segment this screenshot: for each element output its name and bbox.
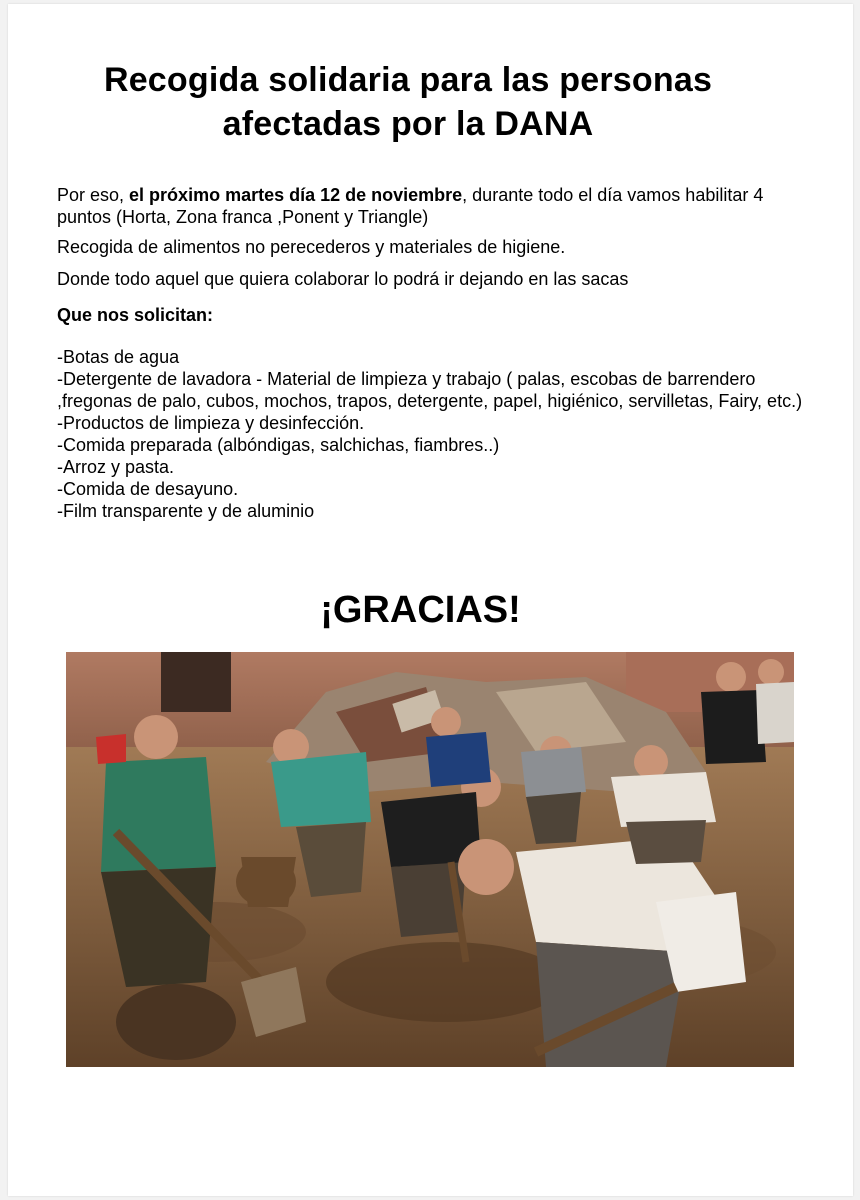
list-item: -Detergente de lavadora - Material de limpieza y trabajo ( palas, escobas de barrendero ,fregonas de palo, cubos, mochos, trapos, detergente, papel, higiénico, servilletas, Fairy, etc.) xyxy=(57,369,803,411)
list-item: -Botas de agua xyxy=(57,347,180,367)
flyer-body xyxy=(57,184,817,522)
list-item: -Arroz y pasta. xyxy=(57,457,175,477)
list-heading: Que nos solicitan: xyxy=(57,305,214,325)
list-item: -Comida preparada (albóndigas, salchichas, fiambres..) xyxy=(57,435,500,455)
list-item: -Comida de desayuno. xyxy=(57,479,239,499)
volunteers-photo-illustration xyxy=(66,652,794,1067)
list-item: -Film transparente y de aluminio xyxy=(57,501,315,521)
flyer-page xyxy=(8,4,853,1196)
thanks-heading: ¡GRACIAS! xyxy=(320,589,521,631)
flyer-title: Recogida solidaria para las personas afectadas por la DANA xyxy=(103,61,713,143)
intro-date: el próximo martes día 12 de noviembre xyxy=(129,185,463,205)
intro-paragraph xyxy=(57,184,817,228)
intro-suffix: , durante todo el día vamos habilitar 4 puntos (Horta, Zona franca ,Ponent y Triangle) xyxy=(57,185,764,227)
volunteers-photo xyxy=(66,652,794,1067)
collection-paragraph: Recogida de alimentos no perecederos y materiales de higiene. xyxy=(57,237,566,257)
requested-items-list xyxy=(57,346,817,522)
list-item: -Productos de limpieza y desinfección. xyxy=(57,413,365,433)
intro-prefix: Por eso, xyxy=(57,185,130,205)
drop-off-paragraph: Donde todo aquel que quiera colaborar lo podrá ir dejando en las sacas xyxy=(57,269,629,289)
